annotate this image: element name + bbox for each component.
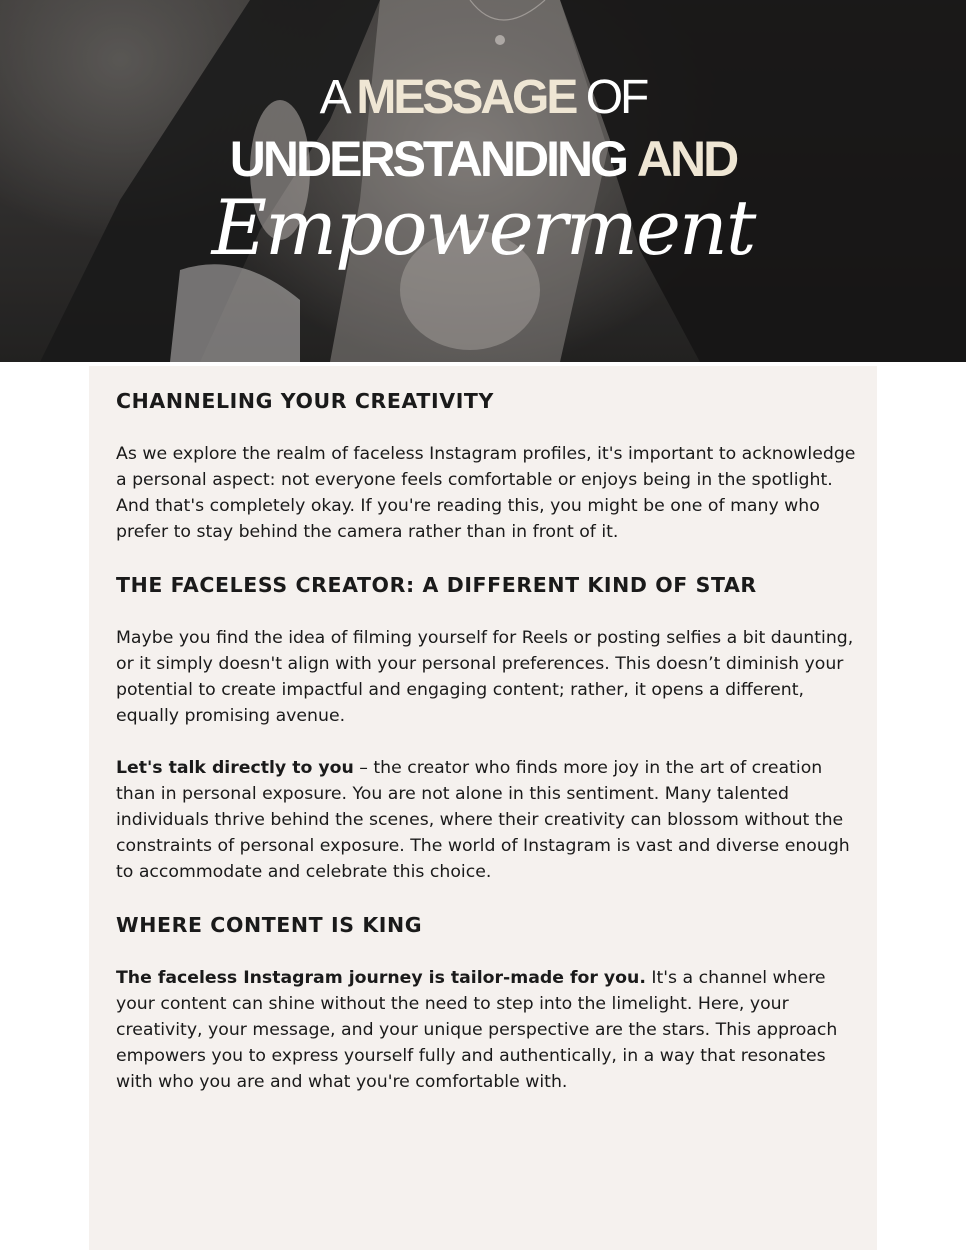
paragraph-lead: The faceless Instagram journey is tailor-made for you. <box>116 968 646 988</box>
section-heading-faceless-creator: THE FACELESS CREATOR: A DIFFERENT KIND OF STAR <box>116 573 757 597</box>
paragraph-lead: Let's talk directly to you <box>116 758 354 778</box>
paragraph-text: Maybe you find the idea of filming yourself for Reels or posting selfies a bit daunting, or it simply doesn't align with your personal preferences. This doesn’t diminish your potential to create impactful and engaging content; rather, it opens a different, equally promising avenue. <box>116 628 854 726</box>
hero-title-line2 <box>0 131 966 187</box>
paragraph-text: It's a channel where your content can shine without the need to step into the limelight. Here, your creativity, your message, and your unique perspective are the stars. This approach empowers you to express yourself fully and authentically, in a way that resonates with who you are and what you're comfortable with. <box>116 968 838 1092</box>
section-paragraph <box>116 441 856 545</box>
hero-banner <box>0 0 966 362</box>
section-paragraph <box>116 625 856 729</box>
section-paragraph <box>116 755 856 885</box>
title-word-message: MESSAGE <box>356 71 576 124</box>
paragraph-text: – the creator who finds more joy in the art of creation than in personal exposure. You are not alone in this sentiment. Many talented individuals thrive behind the scenes, where their creativity can blossom without the constraints of personal exposure. The world of Instagram is vast and diverse enough to accommodate and celebrate this choice. <box>116 758 850 882</box>
title-word-a: A <box>319 71 346 124</box>
hero-title-line1 <box>0 71 966 124</box>
title-word-and: AND <box>636 131 737 187</box>
paragraph-text: As we explore the realm of faceless Instagram profiles, it's important to acknowledge a personal aspect: not everyone feels comfortable or enjoys being in the spotlight. And that's completely okay. If you're reading this, you might be one of many who prefer to stay behind the camera rather than in front of it. <box>116 444 856 542</box>
section-heading-content-is-king: WHERE CONTENT IS KING <box>116 913 423 937</box>
article-body <box>116 387 856 1095</box>
title-word-of: OF <box>585 71 647 124</box>
title-word-understanding: UNDERSTANDING <box>229 131 626 187</box>
hero-script-title: Empowerment <box>211 183 755 272</box>
section-heading-channeling: CHANNELING YOUR CREATIVITY <box>116 389 494 413</box>
section-paragraph <box>116 965 856 1095</box>
